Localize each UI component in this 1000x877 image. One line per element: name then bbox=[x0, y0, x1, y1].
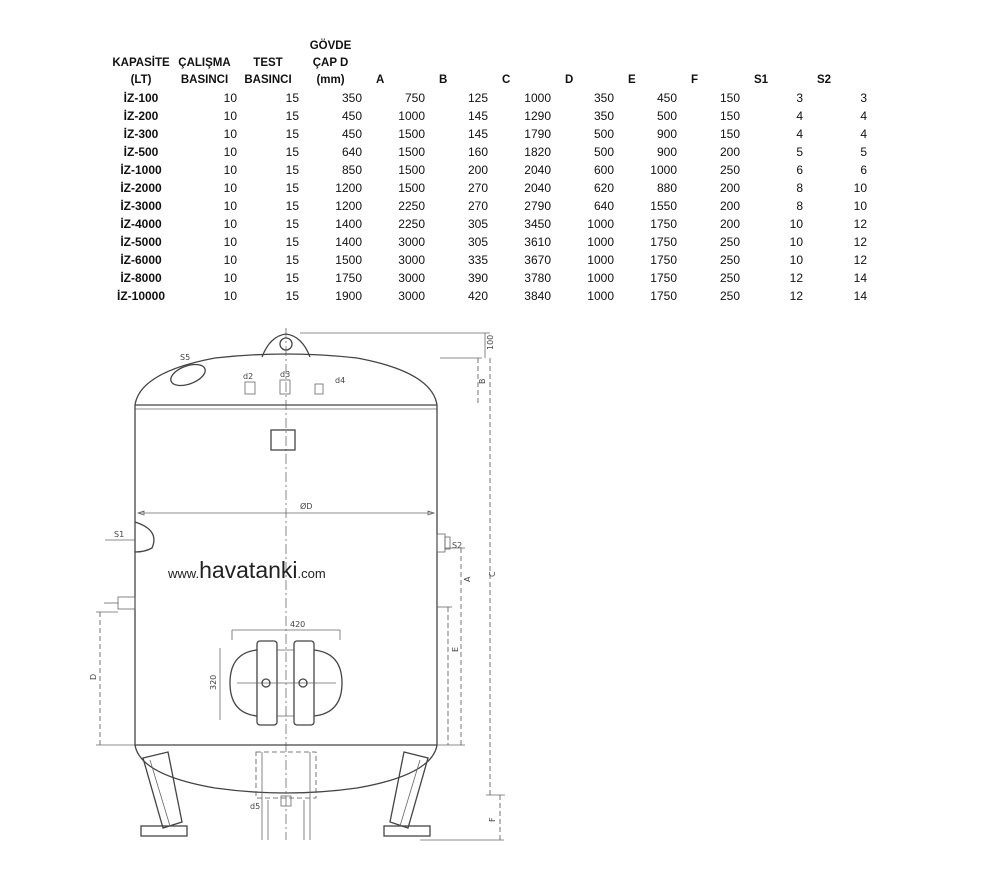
value-cell-c: 2790 bbox=[524, 199, 551, 213]
tank-technical-drawing bbox=[85, 325, 505, 850]
value-cell-c: 1000 bbox=[524, 91, 551, 105]
header-f bbox=[677, 38, 740, 89]
table-row bbox=[110, 179, 867, 197]
value-cell-s2: 4 bbox=[860, 127, 867, 141]
value-cell-f: 250 bbox=[719, 289, 740, 303]
header-kapasite-line: (LT) bbox=[130, 74, 152, 86]
table-row bbox=[110, 143, 867, 161]
model-cell: İZ-100 bbox=[123, 91, 159, 105]
header-c bbox=[488, 38, 551, 89]
value-cell-e: 1000 bbox=[650, 163, 677, 177]
value-cell-f: 150 bbox=[719, 109, 740, 123]
nameplate bbox=[271, 430, 295, 450]
value-cell-c: 1790 bbox=[524, 127, 551, 141]
value-cell-f: 150 bbox=[719, 91, 740, 105]
value-cell-s1: 6 bbox=[796, 163, 803, 177]
value-cell-f: 250 bbox=[719, 271, 740, 285]
value-cell-f: 200 bbox=[719, 145, 740, 159]
value-cell-calisma: 10 bbox=[223, 91, 237, 105]
value-cell-b: 390 bbox=[467, 271, 488, 285]
value-cell-test: 15 bbox=[285, 163, 299, 177]
value-cell-calisma: 10 bbox=[223, 199, 237, 213]
header-s1-line: S1 bbox=[754, 74, 769, 86]
value-cell-c: 1290 bbox=[524, 109, 551, 123]
value-cell-a: 2250 bbox=[398, 217, 425, 231]
website-prefix: www. bbox=[168, 566, 200, 581]
value-cell-s1: 10 bbox=[789, 235, 803, 249]
model-cell: İZ-300 bbox=[123, 127, 159, 141]
value-cell-b: 125 bbox=[467, 91, 488, 105]
value-cell-a: 3000 bbox=[398, 271, 425, 285]
value-cell-s2: 10 bbox=[853, 181, 867, 195]
model-cell: İZ-4000 bbox=[120, 217, 162, 231]
header-d-line: D bbox=[565, 74, 574, 86]
table-row bbox=[110, 215, 867, 233]
value-cell-b: 305 bbox=[467, 235, 488, 249]
value-cell-e: 450 bbox=[656, 91, 677, 105]
value-cell-c: 3840 bbox=[524, 289, 551, 303]
header-a bbox=[362, 38, 425, 89]
header-test-line: TEST bbox=[253, 57, 283, 69]
model-cell: İZ-6000 bbox=[120, 253, 162, 267]
value-cell-d: 620 bbox=[593, 181, 614, 195]
value-cell-b: 420 bbox=[467, 289, 488, 303]
value-cell-d: 1000 bbox=[587, 253, 614, 267]
value-cell-s2: 5 bbox=[860, 145, 867, 159]
value-cell-govde: 1400 bbox=[335, 235, 362, 249]
value-cell-govde: 1500 bbox=[335, 253, 362, 267]
value-cell-calisma: 10 bbox=[223, 289, 237, 303]
model-cell: İZ-500 bbox=[123, 145, 159, 159]
value-cell-calisma: 10 bbox=[223, 145, 237, 159]
value-cell-e: 1550 bbox=[650, 199, 677, 213]
value-cell-test: 15 bbox=[285, 271, 299, 285]
value-cell-a: 2250 bbox=[398, 199, 425, 213]
value-cell-d: 500 bbox=[593, 145, 614, 159]
table-row bbox=[110, 287, 867, 305]
value-cell-e: 1750 bbox=[650, 289, 677, 303]
table-row bbox=[110, 161, 867, 179]
value-cell-s2: 12 bbox=[853, 235, 867, 249]
dim-320-label: 320 bbox=[209, 674, 218, 690]
header-calisma-line: BASINCI bbox=[180, 74, 229, 86]
inspection-flange bbox=[209, 620, 342, 725]
table-header-row bbox=[110, 38, 867, 89]
value-cell-f: 200 bbox=[719, 181, 740, 195]
header-e bbox=[614, 38, 677, 89]
s1-label: S1 bbox=[114, 530, 125, 539]
value-cell-govde: 450 bbox=[341, 109, 362, 123]
value-cell-b: 305 bbox=[467, 217, 488, 231]
table-row bbox=[110, 197, 867, 215]
value-cell-f: 250 bbox=[719, 235, 740, 249]
dim-100-label: 100 bbox=[486, 334, 495, 350]
value-cell-s1: 8 bbox=[796, 199, 803, 213]
top-nozzles bbox=[243, 370, 345, 394]
header-c-line: C bbox=[502, 74, 511, 86]
value-cell-govde: 1900 bbox=[335, 289, 362, 303]
table-row bbox=[110, 125, 867, 143]
d-dimension bbox=[89, 612, 135, 745]
value-cell-calisma: 10 bbox=[223, 127, 237, 141]
value-cell-e: 900 bbox=[656, 127, 677, 141]
value-cell-d: 1000 bbox=[587, 289, 614, 303]
spec-table bbox=[110, 38, 867, 305]
value-cell-govde: 1400 bbox=[335, 217, 362, 231]
value-cell-s2: 14 bbox=[853, 289, 867, 303]
value-cell-test: 15 bbox=[285, 253, 299, 267]
value-cell-d: 1000 bbox=[587, 217, 614, 231]
header-e-line: E bbox=[628, 74, 636, 86]
value-cell-test: 15 bbox=[285, 91, 299, 105]
value-cell-calisma: 10 bbox=[223, 181, 237, 195]
header-b-line: B bbox=[439, 74, 448, 86]
value-cell-s1: 4 bbox=[796, 127, 803, 141]
value-cell-test: 15 bbox=[285, 235, 299, 249]
value-cell-govde: 1750 bbox=[335, 271, 362, 285]
value-cell-e: 880 bbox=[656, 181, 677, 195]
model-cell: İZ-200 bbox=[123, 109, 159, 123]
model-cell: İZ-5000 bbox=[120, 235, 162, 249]
value-cell-s1: 3 bbox=[796, 91, 803, 105]
value-cell-s2: 4 bbox=[860, 109, 867, 123]
value-cell-e: 1750 bbox=[650, 217, 677, 231]
d2-label: d2 bbox=[243, 372, 254, 381]
value-cell-c: 3450 bbox=[524, 217, 551, 231]
value-cell-s1: 10 bbox=[789, 253, 803, 267]
header-s2 bbox=[803, 38, 867, 89]
value-cell-a: 3000 bbox=[398, 289, 425, 303]
header-test bbox=[237, 38, 299, 89]
header-govde bbox=[299, 38, 362, 89]
value-cell-test: 15 bbox=[285, 127, 299, 141]
value-cell-s1: 5 bbox=[796, 145, 803, 159]
header-kapasite bbox=[110, 38, 172, 89]
value-cell-b: 270 bbox=[467, 181, 488, 195]
s5-label: S5 bbox=[180, 353, 191, 362]
value-cell-b: 335 bbox=[467, 253, 488, 267]
c-dimension-label: C bbox=[488, 571, 497, 577]
value-cell-b: 145 bbox=[467, 127, 488, 141]
value-cell-c: 1820 bbox=[524, 145, 551, 159]
s2-label: S2 bbox=[452, 541, 463, 550]
header-kapasite-line: KAPASİTE bbox=[112, 57, 170, 69]
value-cell-b: 160 bbox=[467, 145, 488, 159]
value-cell-c: 3670 bbox=[524, 253, 551, 267]
table-row bbox=[110, 107, 867, 125]
header-b bbox=[425, 38, 488, 89]
value-cell-govde: 1200 bbox=[335, 181, 362, 195]
value-cell-e: 500 bbox=[656, 109, 677, 123]
value-cell-s2: 3 bbox=[860, 91, 867, 105]
value-cell-a: 3000 bbox=[398, 253, 425, 267]
model-cell: İZ-2000 bbox=[120, 181, 162, 195]
value-cell-calisma: 10 bbox=[223, 253, 237, 267]
header-calisma bbox=[172, 38, 237, 89]
table-row bbox=[110, 233, 867, 251]
value-cell-test: 15 bbox=[285, 199, 299, 213]
value-cell-calisma: 10 bbox=[223, 235, 237, 249]
table-row bbox=[110, 251, 867, 269]
value-cell-e: 1750 bbox=[650, 235, 677, 249]
value-cell-a: 750 bbox=[404, 91, 425, 105]
table-row bbox=[110, 89, 867, 107]
value-cell-e: 900 bbox=[656, 145, 677, 159]
value-cell-d: 600 bbox=[593, 163, 614, 177]
diameter-label: ØD bbox=[300, 502, 313, 511]
value-cell-a: 1500 bbox=[398, 145, 425, 159]
value-cell-d: 1000 bbox=[587, 235, 614, 249]
header-govde-line: GÖVDE bbox=[309, 40, 352, 52]
value-cell-c: 3780 bbox=[524, 271, 551, 285]
model-cell: İZ-8000 bbox=[120, 271, 162, 285]
value-cell-f: 250 bbox=[719, 163, 740, 177]
a-dimension-label: A bbox=[463, 576, 472, 582]
model-cell: İZ-3000 bbox=[120, 199, 162, 213]
table-row bbox=[110, 269, 867, 287]
value-cell-test: 15 bbox=[285, 217, 299, 231]
value-cell-s1: 8 bbox=[796, 181, 803, 195]
value-cell-s2: 14 bbox=[853, 271, 867, 285]
value-cell-test: 15 bbox=[285, 145, 299, 159]
value-cell-f: 150 bbox=[719, 127, 740, 141]
value-cell-calisma: 10 bbox=[223, 217, 237, 231]
value-cell-calisma: 10 bbox=[223, 163, 237, 177]
e-dimension-label: E bbox=[451, 646, 460, 652]
value-cell-govde: 350 bbox=[341, 91, 362, 105]
value-cell-b: 200 bbox=[467, 163, 488, 177]
value-cell-f: 200 bbox=[719, 217, 740, 231]
value-cell-test: 15 bbox=[285, 289, 299, 303]
value-cell-s1: 10 bbox=[789, 217, 803, 231]
value-cell-c: 2040 bbox=[524, 181, 551, 195]
value-cell-a: 1500 bbox=[398, 181, 425, 195]
value-cell-d: 1000 bbox=[587, 271, 614, 285]
header-a-line: A bbox=[376, 74, 385, 86]
header-s1 bbox=[740, 38, 803, 89]
value-cell-govde: 450 bbox=[341, 127, 362, 141]
header-test-line: BASINCI bbox=[244, 74, 292, 86]
b-dimension-label: B bbox=[478, 378, 487, 384]
value-cell-s2: 10 bbox=[853, 199, 867, 213]
header-s2-line: S2 bbox=[817, 74, 832, 86]
website-name: havatanki bbox=[199, 557, 298, 583]
value-cell-s1: 4 bbox=[796, 109, 803, 123]
value-cell-govde: 640 bbox=[341, 145, 362, 159]
d4-label: d4 bbox=[335, 376, 346, 385]
s5-manhole bbox=[168, 353, 208, 390]
d3-label: d3 bbox=[280, 370, 291, 379]
d5-label: d5 bbox=[250, 802, 261, 811]
value-cell-d: 500 bbox=[593, 127, 614, 141]
dim-420-label: 420 bbox=[290, 620, 306, 629]
value-cell-a: 1500 bbox=[398, 163, 425, 177]
value-cell-s2: 12 bbox=[853, 253, 867, 267]
value-cell-s2: 6 bbox=[860, 163, 867, 177]
value-cell-c: 2040 bbox=[524, 163, 551, 177]
website-suffix: .com bbox=[297, 566, 326, 581]
value-cell-f: 200 bbox=[719, 199, 740, 213]
header-f-line: F bbox=[691, 74, 699, 86]
value-cell-calisma: 10 bbox=[223, 109, 237, 123]
d-dimension-label: D bbox=[89, 673, 98, 680]
header-govde-line: ÇAP D bbox=[312, 57, 349, 69]
value-cell-test: 15 bbox=[285, 109, 299, 123]
s2-side-port bbox=[437, 534, 462, 552]
value-cell-a: 1500 bbox=[398, 127, 425, 141]
website-watermark bbox=[167, 557, 326, 583]
value-cell-s2: 12 bbox=[853, 217, 867, 231]
model-cell: İZ-1000 bbox=[120, 163, 162, 177]
value-cell-e: 1750 bbox=[650, 271, 677, 285]
value-cell-a: 1000 bbox=[398, 109, 425, 123]
value-cell-b: 145 bbox=[467, 109, 488, 123]
left-lower-nozzle bbox=[104, 597, 135, 609]
header-govde-line: (mm) bbox=[316, 74, 345, 86]
value-cell-c: 3610 bbox=[524, 235, 551, 249]
value-cell-s1: 12 bbox=[789, 289, 803, 303]
f-dimension-label: F bbox=[488, 817, 497, 822]
model-cell: İZ-10000 bbox=[116, 289, 166, 303]
value-cell-d: 640 bbox=[593, 199, 614, 213]
value-cell-d: 350 bbox=[593, 109, 614, 123]
value-cell-e: 1750 bbox=[650, 253, 677, 267]
value-cell-b: 270 bbox=[467, 199, 488, 213]
value-cell-d: 350 bbox=[593, 91, 614, 105]
header-d bbox=[551, 38, 614, 89]
value-cell-s1: 12 bbox=[789, 271, 803, 285]
header-calisma-line: ÇALIŞMA bbox=[178, 57, 231, 69]
value-cell-f: 250 bbox=[719, 253, 740, 267]
value-cell-a: 3000 bbox=[398, 235, 425, 249]
s1-side-port bbox=[105, 522, 154, 552]
table-body bbox=[110, 89, 867, 305]
value-cell-calisma: 10 bbox=[223, 271, 237, 285]
value-cell-test: 15 bbox=[285, 181, 299, 195]
value-cell-govde: 850 bbox=[341, 163, 362, 177]
value-cell-govde: 1200 bbox=[335, 199, 362, 213]
